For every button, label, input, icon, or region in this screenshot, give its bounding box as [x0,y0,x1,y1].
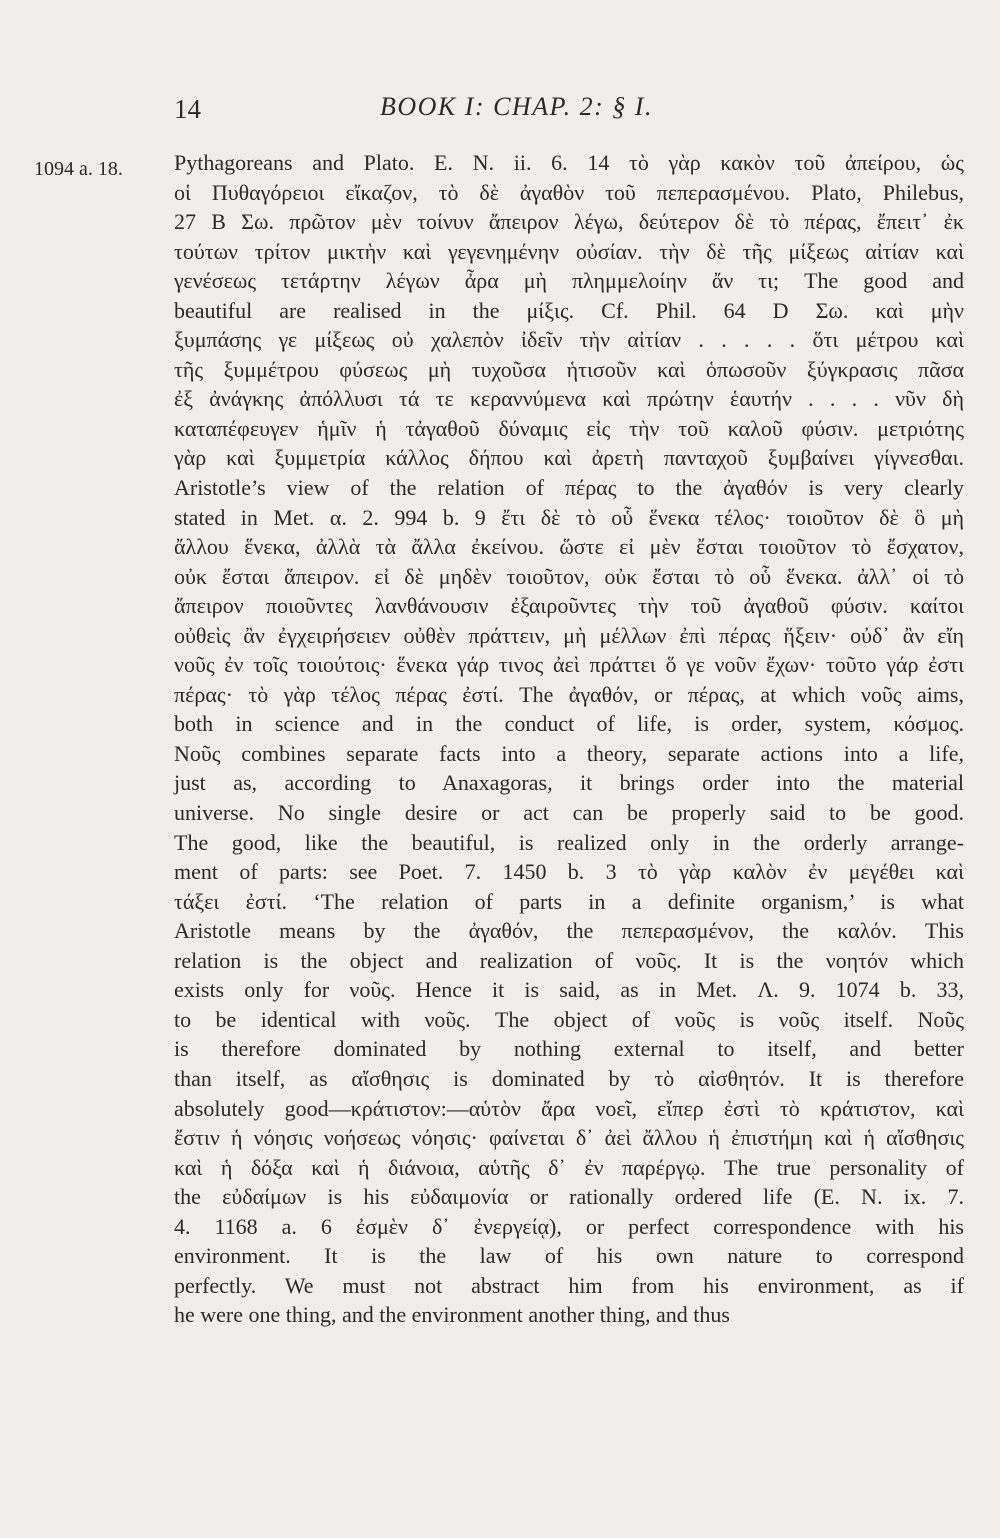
text-line: ment of parts: see Poet. 7. 1450 b. 3 τὸ γὰρ καλὸν ἐν μεγέθει καὶ [174,859,964,885]
text-line: οὐκ ἔσται ἄπειρον. εἰ δὲ μηδὲν τοιοῦτον, οὐκ ἔσται τὸ οὗ ἕνεκα. ἀλλ᾽ οἱ τὸ [174,563,964,589]
text-line: 4. 1168 a. 6 ἐσμὲν δ᾽ ἐνεργείᾳ), or perfect correspondence with his [174,1213,964,1239]
text-line: beautiful are realised in the μίξις. Cf. Phil. 64 D Σω. καὶ μὴν [174,297,964,323]
text-line: to be identical with νοῦς. The object of νοῦς is νοῦς itself. Νοῦς [174,1006,964,1032]
text-line: Aristotle means by the ἀγαθόν, the πεπερασμένον, the καλόν. This [174,918,964,944]
commentary-text [174,148,964,1330]
text-line: is therefore dominated by nothing external to itself, and better [174,1036,964,1062]
text-line: relation is the object and realization of νοῦς. It is the νοητόν which [174,947,964,973]
running-head: BOOK I: CHAP. 2: § I. [380,92,653,121]
text-line: τάξει ἐστί. ‘The relation of parts in a definite organism,’ is what [174,888,964,914]
page-number: 14 [174,94,201,124]
text-line: νοῦς ἐν τοῖς τοιούτοις· ἕνεκα γάρ τινος ἀεὶ πράττει ὅ γε νοῦν ἔχων· τοῦτο γάρ ἐστι [174,652,964,678]
text-line: Pythagoreans and Plato. E. N. ii. 6. 14 τὸ γὰρ κακὸν τοῦ ἀπείρου, ὡς [174,150,964,175]
text-line: he were one thing, and the environment another thing, and thus [174,1302,730,1328]
text-line: οὐθεὶς ἂν ἐγχειρήσειεν οὐθὲν πράττειν, μὴ μέλλων ἐπὶ πέρας ἥξειν· οὐδ᾽ ἂν εἴη [174,622,964,648]
text-line: τούτων τρίτον μικτὴν καὶ γεγενημένην οὐσίαν. τὴν δὲ τῆς μίξεως αἰτίαν καὶ [174,238,964,264]
text-line: both in science and in the conduct of life, is order, system, κόσμος. [174,711,964,737]
text-line: environment. It is the law of his own nature to correspond [174,1243,964,1269]
text-line: γενέσεως τετάρτην λέγων ἆρα μὴ πλημμελοίην ἄν τι; The good and [174,268,964,294]
text-line: ἐξ ἀνάγκης ἀπόλλυσι τά τε κεραννύμενα καὶ πρώτην ἑαυτήν . . . . νῦν δὴ [174,386,964,412]
margin-reference: 1094 a. 18. [34,158,123,180]
text-line: καταπέφευγεν ἡμῖν ἡ τἀγαθοῦ δύναμις εἰς τὴν τοῦ καλοῦ φύσιν. μετριότης [174,415,964,441]
text-line: Aristotle’s view of the relation of πέρας to the ἀγαθόν is very clearly [174,475,964,501]
text-line: ἔστιν ἡ νόησις νοήσεως νόησις· φαίνεται δ᾽ ἀεὶ ἄλλου ἡ ἐπιστήμη καὶ ἡ αἴσθησις [174,1125,964,1151]
text-line: absolutely good—κράτιστον:—αὑτὸν ἄρα νοεῖ, εἴπερ ἐστὶ τὸ κράτιστον, καὶ [174,1095,964,1121]
text-line: stated in Met. α. 2. 994 b. 9 ἔτι δὲ τὸ οὗ ἕνεκα τέλος· τοιοῦτον δὲ ὃ μὴ [174,504,964,530]
text-line: just as, according to Anaxagoras, it brings order into the material [174,770,964,796]
text-line: οἱ Πυθαγόρειοι εἴκαζον, τὸ δὲ ἀγαθὸν τοῦ πεπερασμένου. Plato, Philebus, [174,179,964,205]
text-line: 27 B Σω. πρῶτον μὲν τοίνυν ἄπειρον λέγω, δεύτερον δὲ τὸ πέρας, ἔπειτ᾽ ἐκ [174,209,964,235]
text-line: πέρας· τὸ γὰρ τέλος πέρας ἐστί. The ἀγαθόν, or πέρας, at which νοῦς aims, [174,681,964,707]
text-line: universe. No single desire or act can be properly said to be good. [174,800,964,826]
text-line: the εὐδαίμων is his εὐδαιμονία or rationally ordered life (E. N. ix. 7. [174,1184,964,1210]
page-header [0,88,1000,132]
text-line: τῆς ξυμμέτρου φύσεως μὴ τυχοῦσα ἡτισοῦν καὶ ὁπωσοῦν ξύγκρασις πᾶσα [174,356,964,382]
text-line: γὰρ καὶ ξυμμετρία κάλλος δήπου καὶ ἀρετὴ πανταχοῦ ξυμβαίνει γίγνεσθαι. [174,445,964,471]
text-line: ἄλλου ἕνεκα, ἀλλὰ τὰ ἄλλα ἐκείνου. ὥστε εἰ μὲν ἔσται τοιοῦτον τὸ ἔσχατον, [174,534,964,560]
text-line: perfectly. We must not abstract him from his environment, as if [174,1272,964,1298]
text-line: The good, like the beautiful, is realized only in the orderly arrange- [174,829,964,855]
text-line: Νοῦς combines separate facts into a theory, separate actions into a life, [174,740,964,766]
text-line: ξυμπάσης γε μίξεως οὐ χαλεπὸν ἰδεῖν τὴν αἰτίαν . . . . . ὅτι μέτρου καὶ [174,327,964,353]
text-line: than itself, as αἴσθησις is dominated by τὸ αἰσθητόν. It is therefore [174,1065,964,1091]
text-line: καὶ ἡ δόξα καὶ ἡ διάνοια, αὑτῆς δ᾽ ἐν παρέργῳ. The true personality of [174,1154,964,1180]
text-line: exists only for νοῦς. Hence it is said, as in Met. Λ. 9. 1074 b. 33, [174,977,964,1003]
text-line: ἄπειρον ποιοῦντες λανθάνουσιν ἐξαιροῦντες τὴν τοῦ ἀγαθοῦ φύσιν. καίτοι [174,593,964,619]
